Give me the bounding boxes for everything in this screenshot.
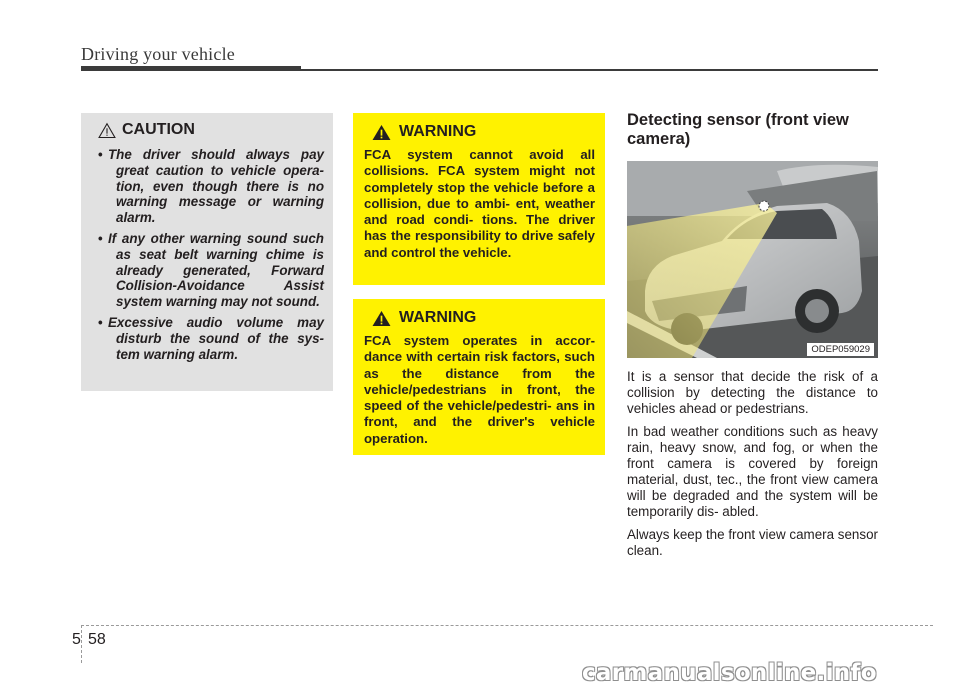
caution-title: CAUTION xyxy=(122,121,195,138)
footer-divider xyxy=(81,625,933,626)
section-title: Detecting sensor (front view camera) xyxy=(627,111,849,148)
body-paragraph: Always keep the front view camera sensor clean. xyxy=(627,527,878,558)
watermark-text: carmanualsonline.info xyxy=(582,660,877,686)
vehicle-camera-illustration-svg xyxy=(627,161,878,358)
front-camera-illustration xyxy=(627,161,878,358)
body-paragraph: It is a sensor that decide the risk of a collision by detecting the distance to vehicles ahead or pedestrians. xyxy=(627,369,878,416)
warning-title: WARNING xyxy=(399,123,477,140)
header-bar-thin xyxy=(301,69,878,71)
header-bar-thick xyxy=(81,66,301,71)
warning-box-fca-risk-factors xyxy=(353,299,605,455)
warning-body: FCA system cannot avoid all collisions. FCA system might not completely stop the vehicle before a collision, due to ambi- ent, weather and road condi- tions. The driver has the responsibility to drive safely and control the vehicle. xyxy=(364,147,595,260)
warning-header xyxy=(372,309,595,327)
warning-triangle-icon xyxy=(372,124,391,141)
caution-item: • Excessive audio volume may disturb the sound of the sys- tem warning alarm. xyxy=(90,315,324,362)
warning-body: FCA system operates in accor- dance with certain risk factors, such as the distance from the vehicle/pedestrians in front, the speed of the vehicle/pedestri- ans in front, and the driver's vehicle operation. xyxy=(364,333,595,446)
caution-list xyxy=(90,147,324,362)
body-paragraph: In bad weather conditions such as heavy rain, heavy snow, and fog, or when the front camera is covered by foreign material, dust, tec., the front view camera will be degraded and the system will be temporarily dis- abled. xyxy=(627,424,878,519)
warning-title: WARNING xyxy=(399,309,477,326)
caution-item: • If any other warning sound such as seat belt warning chime is already generated, Forward Collision-Avoidance Assist system warning may not sound. xyxy=(90,231,324,310)
warning-triangle-icon xyxy=(372,310,391,327)
caution-item: • The driver should always pay great caution to vehicle opera- tion, even though there is no warning message or warning alarm. xyxy=(90,147,324,226)
warning-box-fca-collisions xyxy=(353,113,605,285)
footer-vertical-divider xyxy=(81,625,82,663)
footer-section-number: 5 xyxy=(72,631,81,648)
warning-header xyxy=(372,123,595,141)
caution-triangle-icon xyxy=(98,122,116,139)
caution-box xyxy=(81,113,333,391)
image-reference-code: ODEP059029 xyxy=(807,343,874,356)
caution-header xyxy=(98,121,324,139)
right-column xyxy=(627,111,878,566)
page-header-title: Driving your vehicle xyxy=(81,44,235,64)
footer-page-number: 58 xyxy=(88,631,106,648)
